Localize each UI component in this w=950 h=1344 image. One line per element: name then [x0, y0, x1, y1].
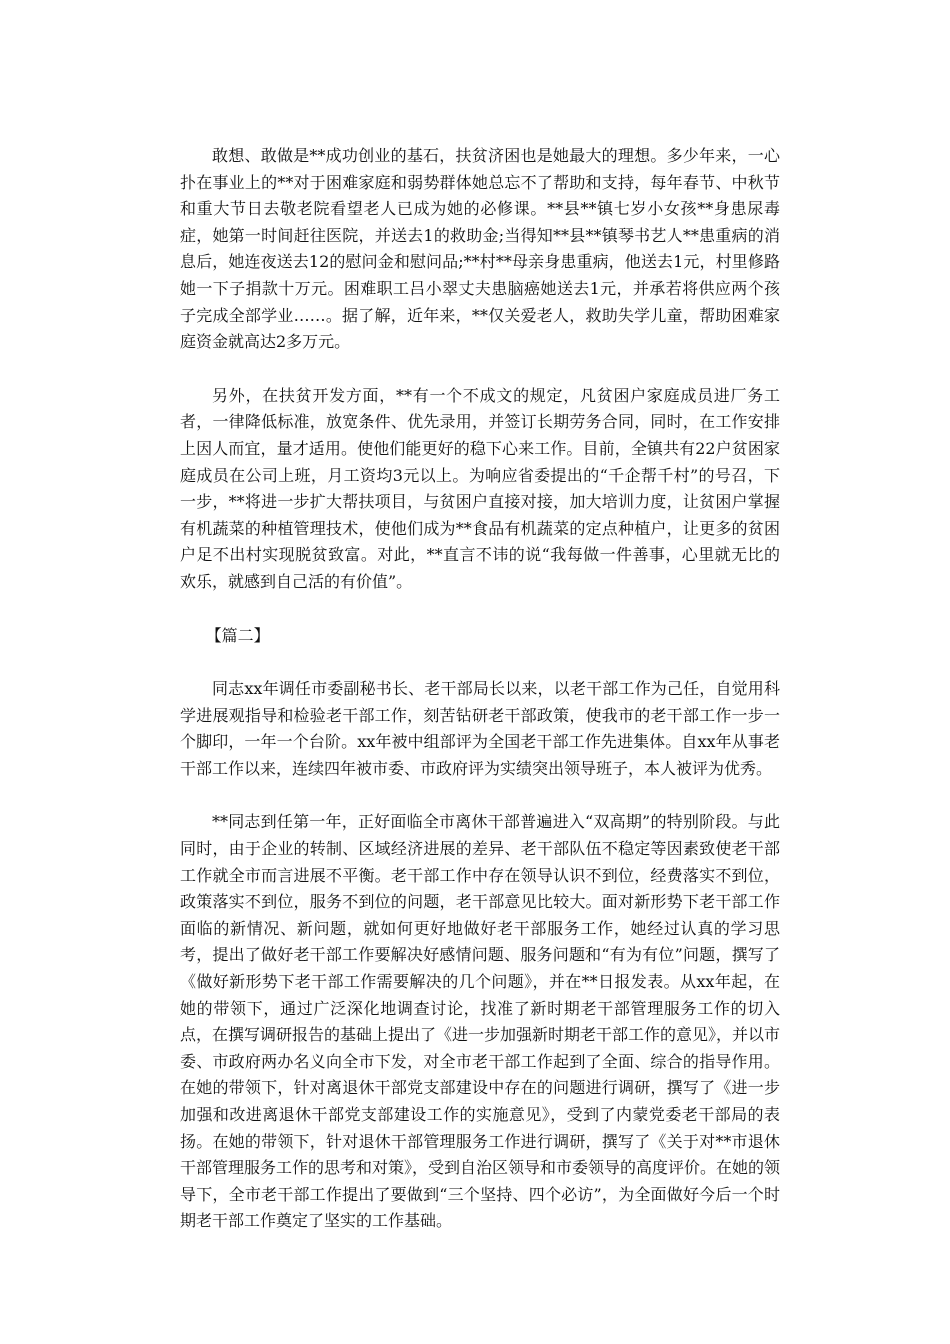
- section-heading: 【篇二】: [205, 625, 270, 645]
- paragraph-spacer: [180, 649, 780, 676]
- paragraph-charity: 敢想、敢做是**成功创业的基石，扶贫济困也是她最大的理想。多少年来，一心扑在事业上的**对于困难家庭和弱势群体她总忘不了帮助和支持，每年春节、中秋节和重大节日去敬老院看望老人已成为她的必修课。**县**镇七岁小女孩**身患尿毒症，她第一时间赶往医院，并送去1的救助金;当得知**县**镇琴书艺人**患重病的消息后，她连夜送去12的慰问金和慰问品;**村**母亲身患重病，他送去1元，村里修路她一下子捐款十万元。困难职工吕小翠丈夫患脑癌她送去1元，并承若将供应两个孩子完成全部学业……。据了解，近年来，**仅关爱老人，救助失学儿童，帮助困难家庭资金就高达2多万元。: [180, 146, 780, 352]
- paragraph-spacer: [180, 782, 780, 809]
- paragraph-spacer: [180, 596, 780, 623]
- paragraph-career-summary: 同志xx年调任市委副秘书长、老干部局长以来，以老干部工作为己任，自觉用科学进展观指导和检验老干部工作，刻苦钻研老干部政策，使我市的老干部工作一步一个脚印，一年一个台阶。xx年被中组部评为全国老干部工作先进集体。自xx年从事老干部工作以来，连续四年被市委、市政府评为实绩突出领导班子，本人被评为优秀。: [180, 679, 780, 778]
- paragraph-poverty-development: 另外，在扶贫开发方面，**有一个不成文的规定，凡贫困户家庭成员进厂务工者，一律降低标准，放宽条件、优先录用，并签订长期劳务合同，同时，在工作安排上因人而宜，量才适用。使他们能更好的稳下心来工作。目前，全镇共有22户贫困家庭成员在公司上班，月工资均3元以上。为响应省委提出的“千企帮千村”的号召，下一步，**将进一步扩大帮扶项目，与贫困户直接对接，加大培训力度，让贫困户掌握有机蔬菜的种植管理技术，使他们成为**食品有机蔬菜的定点种植户，让更多的贫困户足不出村实现脱贫致富。对此，**直言不讳的说“我每做一件善事，心里就无比的欢乐，就感到自己活的有价值”。: [180, 385, 780, 591]
- paragraph-first-year-work: **同志到任第一年，正好面临全市离休干部普遍进入“双高期”的特别阶段。与此同时，由于企业的转制、区域经济进展的差异、老干部队伍不稳定等因素致使老干部工作就全市而言进展不平衡。老干部工作中存在领导认识不到位，经费落实不到位，政策落实不到位，服务不到位的问题，老干部意见比较大。面对新形势下老干部工作面临的新情况、新问题，就如何更好地做好老干部服务工作，她经过认真的学习思考，提出了做好老干部工作要解决好感情问题、服务问题和“有为有位”问题，撰写了《做好新形势下老干部工作需要解决的几个问题》，并在**日报发表。从xx年起，在她的带领下，通过广泛深化地调查讨论，找准了新时期老干部管理服务工作的切入点，在撰写调研报告的基础上提出了《进一步加强新时期老干部工作的意见》，并以市委、市政府两办名义向全市下发，对全市老干部工作起到了全面、综合的指导作用。在她的带领下，针对离退休干部党支部建设中存在的问题进行调研，撰写了《进一步加强和改进离退休干部党支部建设工作的实施意见》，受到了内蒙党委老干部局的表扬。在她的带领下，针对退休干部管理服务工作进行调研，撰写了《关于对**市退休干部管理服务工作的思考和对策》，受到自治区领导和市委领导的高度评价。在她的领导下，全市老干部工作提出了要做到“三个坚持、四个必访”，为全面做好今后一个时期老干部工作奠定了坚实的工作基础。: [180, 812, 781, 1231]
- document-page: [180, 143, 780, 1235]
- paragraph-spacer: [180, 356, 780, 383]
